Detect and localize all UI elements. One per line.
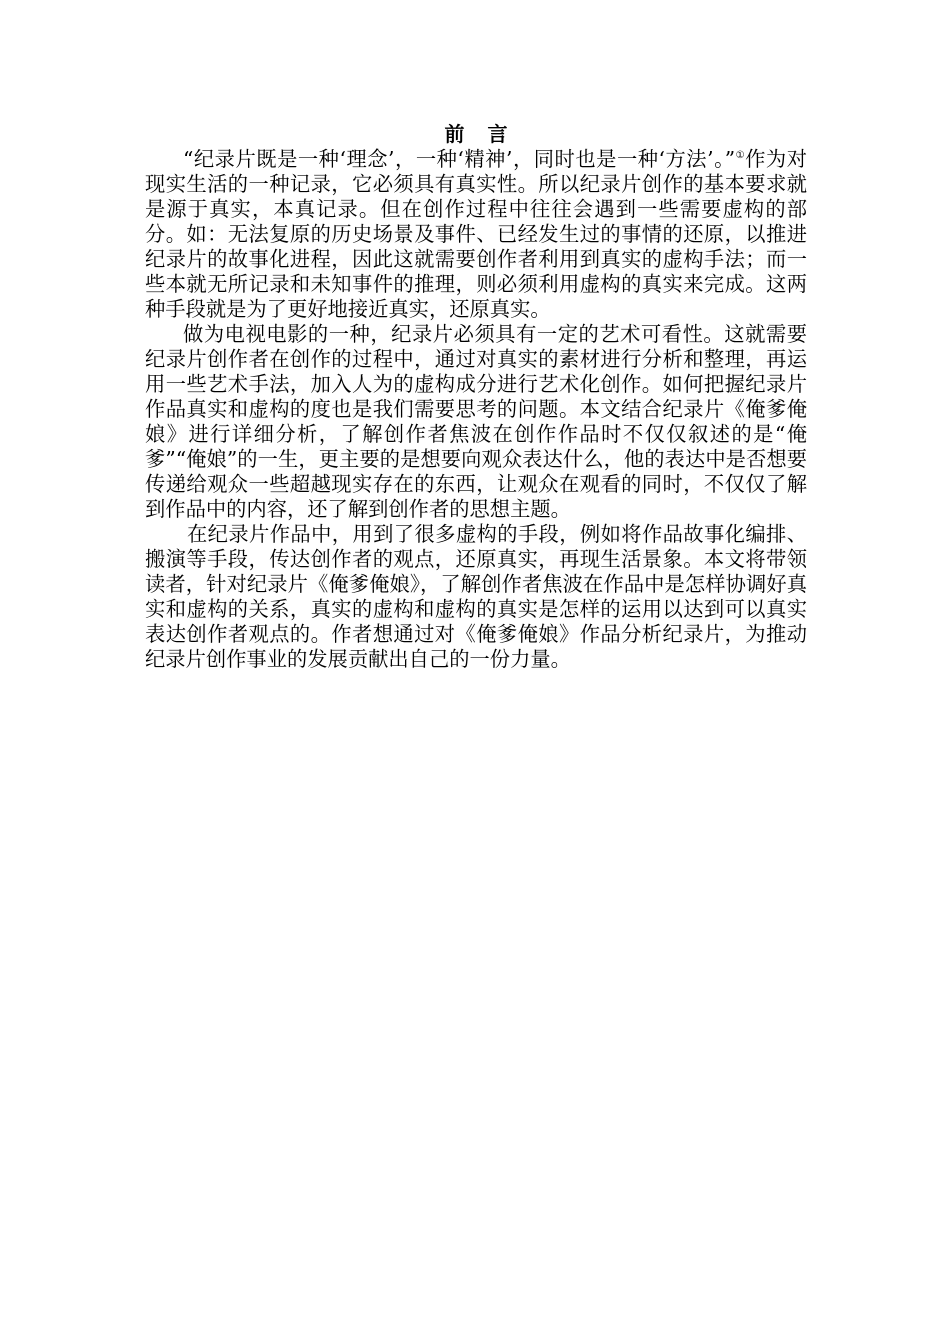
paragraph-1-body: 作为对现实生活的一种记录，它必须具有真实性。所以纪录片创作的基本要求就是源于真实，本真记录。但在创作过程中往往会遇到一些需要虚构的部分。如：无法复原的历史场景及事件、已经发生过的事情的还原，以推进纪录片的故事化进程，因此这就需要创作者利用到真实的虚构手法；而一些本就无所记录和未知事件的推理，则必须利用虚构的真实来完成。这两种手段就是为了更好地接近真实，还原真实。 [145,147,807,321]
paragraph-1-quote: “纪录片既是一种‘理念’，一种‘精神’，同时也是一种‘方法’。” [183,147,736,171]
paragraph-1 [145,147,807,322]
paragraph-3: 在纪录片作品中，用到了很多虚构的手段，例如将作品故事化编排、搬演等手段，传达创作者的观点，还原真实，再现生活景象。本文将带领读者，针对纪录片《俺爹俺娘》，了解创作者焦波在作品中是怎样协调好真实和虚构的关系，真实的虚构和虚构的真实是怎样的运用以达到可以真实表达创作者观点的。作者想通过对《俺爹俺娘》作品分析纪录片，为推动纪录片创作事业的发展贡献出自己的一份力量。 [145,522,807,671]
footnote-marker[interactable]: ① [735,150,746,161]
page-title: 前 言 [444,122,516,146]
paragraph-2: 做为电视电影的一种，纪录片必须具有一定的艺术可看性。这就需要纪录片创作者在创作的过程中，通过对真实的素材进行分析和整理，再运用一些艺术手法，加入人为的虚构成分进行艺术化创作。如何把握纪录片作品真实和虚构的度也是我们需要思考的问题。本文结合纪录片《俺爹俺娘》进行详细分析，了解创作者焦波在创作作品时不仅仅叙述的是“俺爹”“俺娘”的一生，更主要的是想要向观众表达什么，他的表达中是否想要传递给观众一些超越现实存在的东西，让观众在观看的同时，不仅仅了解到作品中的内容，还了解到创作者的思想主题。 [145,322,807,521]
document-body [145,121,807,672]
